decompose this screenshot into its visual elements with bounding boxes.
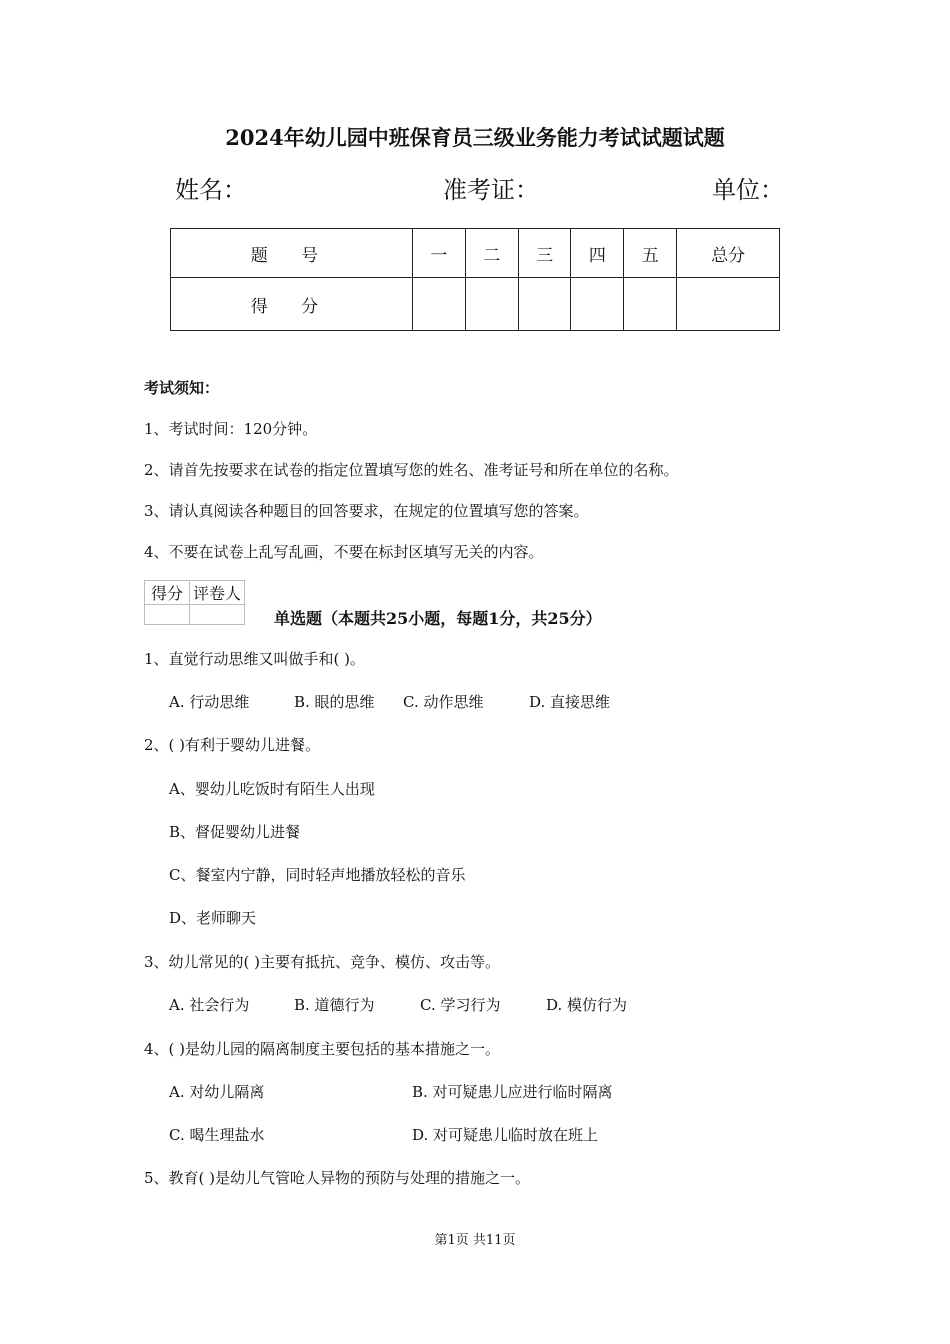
option-d: D. 直接思维 <box>529 693 611 711</box>
row-label-question-number: 题 号 <box>171 229 413 278</box>
grader-table <box>144 580 245 625</box>
grader-reviewer-label: 评卷人 <box>190 581 245 605</box>
col-header-total: 总分 <box>677 229 780 278</box>
notice-item: 4、不要在试卷上乱写乱画，不要在标封区填写无关的内容。 <box>144 543 544 561</box>
score-cell[interactable] <box>518 278 571 331</box>
question-stem: 5、教育( )是幼儿气管呛人异物的预防与处理的措施之一。 <box>144 1169 531 1187</box>
option-a: A. 对幼儿隔离 <box>169 1083 265 1101</box>
grader-score-label: 得分 <box>145 581 190 605</box>
question-stem: 4、( )是幼儿园的隔离制度主要包括的基本措施之一。 <box>144 1040 501 1058</box>
option-a: A、婴幼儿吃饭时有陌生人出现 <box>169 780 375 798</box>
option-b: B. 对可疑患儿应进行临时隔离 <box>412 1083 613 1101</box>
option-d: D、老师聊天 <box>169 909 257 927</box>
score-cell[interactable] <box>412 278 465 331</box>
option-d: D. 模仿行为 <box>546 996 628 1014</box>
score-cell[interactable] <box>465 278 518 331</box>
option-b: B、督促婴幼儿进餐 <box>169 823 301 841</box>
col-header-3: 三 <box>518 229 571 278</box>
notice-item: 1、考试时间：120分钟。 <box>144 420 318 438</box>
col-header-1: 一 <box>412 229 465 278</box>
question-stem: 1、直觉行动思维又叫做手和( )。 <box>144 650 366 668</box>
option-c: C. 动作思维 <box>403 693 484 711</box>
option-c: C、餐室内宁静，同时轻声地播放轻松的音乐 <box>169 866 466 884</box>
notice-title: 考试须知： <box>144 379 220 397</box>
grader-score-cell[interactable] <box>145 605 190 625</box>
score-cell[interactable] <box>624 278 677 331</box>
score-cell-total[interactable] <box>677 278 780 331</box>
notice-item: 2、请首先按要求在试卷的指定位置填写您的姓名、准考证号和所在单位的名称。 <box>144 461 679 479</box>
row-label-score: 得 分 <box>171 278 413 331</box>
option-a: A. 社会行为 <box>169 996 250 1014</box>
option-d: D. 对可疑患儿临时放在班上 <box>412 1126 599 1144</box>
name-label: 姓名： <box>175 176 247 204</box>
col-header-2: 二 <box>465 229 518 278</box>
question-stem: 3、幼儿常见的( )主要有抵抗、竞争、模仿、攻击等。 <box>144 953 501 971</box>
col-header-5: 五 <box>624 229 677 278</box>
score-table <box>170 228 780 331</box>
section-title: 单选题（本题共25小题，每题1分，共25分） <box>274 609 602 628</box>
notice-item: 3、请认真阅读各种题目的回答要求，在规定的位置填写您的答案。 <box>144 502 589 520</box>
option-a: A. 行动思维 <box>169 693 250 711</box>
col-header-4: 四 <box>571 229 624 278</box>
exam-id-label: 准考证： <box>443 176 539 204</box>
page-footer: 第1页 共11页 <box>434 1233 516 1248</box>
option-c: C. 喝生理盐水 <box>169 1126 265 1144</box>
document-title: 2024年幼儿园中班保育员三级业务能力考试试题试题 <box>225 125 725 150</box>
score-cell[interactable] <box>571 278 624 331</box>
option-b: B. 眼的思维 <box>294 693 375 711</box>
question-stem: 2、( )有利于婴幼儿进餐。 <box>144 736 321 754</box>
option-b: B. 道德行为 <box>294 996 375 1014</box>
grader-reviewer-cell[interactable] <box>190 605 245 625</box>
option-c: C. 学习行为 <box>420 996 501 1014</box>
unit-label: 单位： <box>712 176 784 204</box>
